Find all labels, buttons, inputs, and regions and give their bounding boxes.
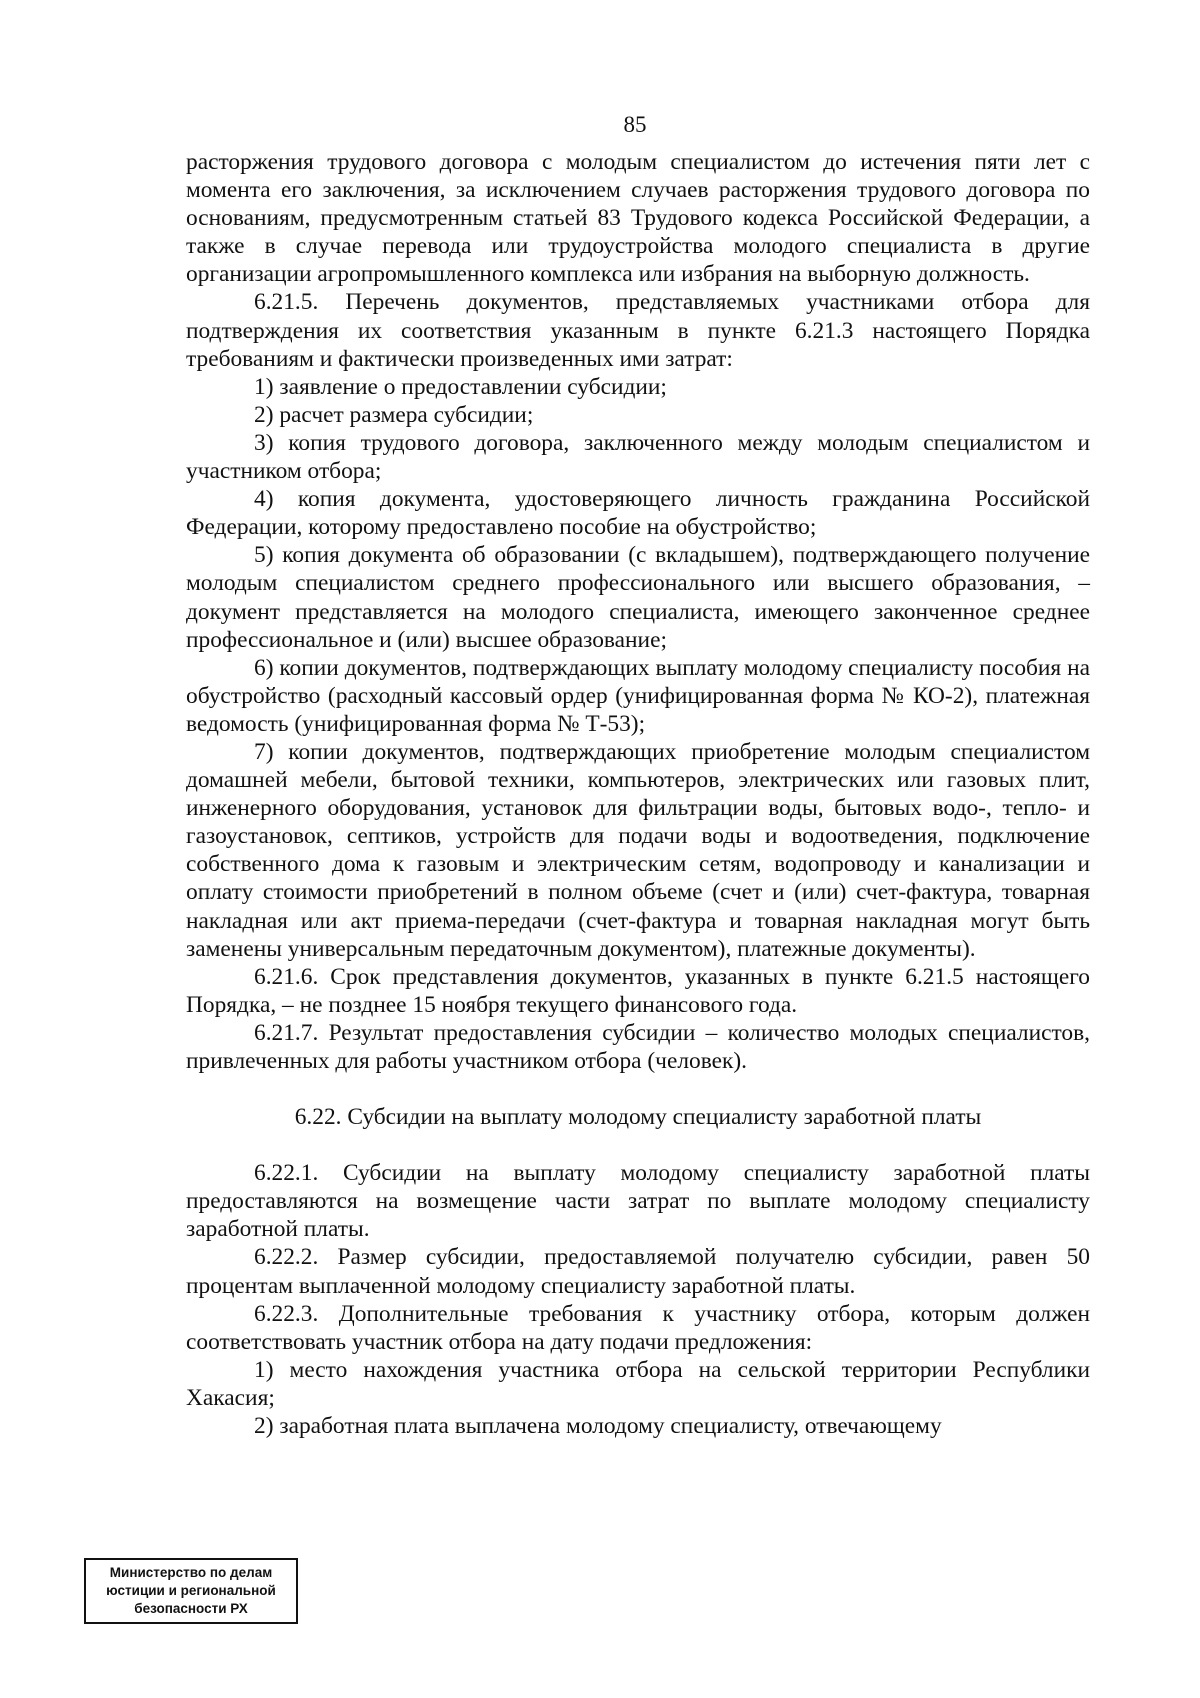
list-item: 3) копия трудового договора, заключенного между молодым специалистом и участником отбора; <box>186 429 1090 485</box>
list-item: 7) копии документов, подтверждающих приобретение молодым специалистом домашней мебели, бытовой техники, компьютеров, электрических или газовых плит, инженерного оборудования, установок для фильтрации воды, бытовых водо-, тепло- и газоустановок, септиков, устройств для подачи воды и водоотведения, подключение собственного дома к газовым и электрическим сетям, водопроводу и канализации и оплату стоимости приобретений в полном объеме (счет и (или) счет-фактура, товарная накладная или акт приема-передачи (счет-фактура и товарная накладная могут быть заменены универсальным передаточным документом), платежные документы). <box>186 738 1090 962</box>
paragraph: 6.22.3. Дополнительные требования к участнику отбора, которым должен соответствовать участник отбора на дату подачи предложения: <box>186 1300 1090 1355</box>
stamp-line: Министерство по делам <box>109 1565 273 1580</box>
paragraph: 6.22.2. Размер субсидии, предоставляемой получателю субсидии, равен 50 процентам выплаченной молодому специалисту заработной платы. <box>186 1244 1090 1299</box>
paragraph: 6.21.6. Срок представления документов, указанных в пункте 6.21.5 настоящего Порядка, – не позднее 15 ноября текущего финансового года. <box>186 963 1090 1018</box>
list-item: 2) расчет размера субсидии; <box>254 401 534 428</box>
section-heading: 6.22. Субсидии на выплату молодому специалисту заработной платы <box>294 1104 982 1131</box>
list-item: 2) заработная плата выплачена молодому специалисту, отвечающему <box>254 1413 942 1440</box>
spacer <box>186 1075 1090 1103</box>
spacer <box>186 1131 1090 1159</box>
paragraph: 6.22.1. Субсидии на выплату молодому специалисту заработной платы предоставляются на возмещение части затрат по выплате молодому специалисту заработной платы. <box>186 1160 1090 1243</box>
stamp-line: безопасности РХ <box>134 1601 248 1616</box>
paragraph: расторжения трудового договора с молодым специалистом до истечения пяти лет с момента его заключения, за исключением случаев расторжения трудового договора по основаниям, предусмотренным статьей 83 Трудового кодекса Российской Федерации, а также в случае перевода или трудоустройства молодого специалиста в другие организации агропромышленного комплекса или избрания на выборную должность. <box>186 149 1090 288</box>
list-item: 6) копии документов, подтверждающих выплату молодому специалисту пособия на обустройство (расходный кассовый ордер (унифицированная форма № КО-2), платежная ведомость (унифицированная форма № Т-53); <box>186 654 1090 737</box>
document-body <box>186 148 1090 1440</box>
paragraph: 6.21.5. Перечень документов, представляемых участниками отбора для подтверждения их соответствия указанным в пункте 6.21.3 настоящего Порядка требованиям и фактически произведенных ими затрат: <box>186 289 1090 372</box>
ministry-stamp <box>84 1558 298 1624</box>
list-item: 5) копия документа об образовании (с вкладышем), подтверждающего получение молодым специалистом среднего профессионального или высшего образования, – документ представляется на молодого специалиста, имеющего законченное среднее профессиональное и (или) высшее образование; <box>186 542 1090 653</box>
paragraph: 6.21.7. Результат предоставления субсидии – количество молодых специалистов, привлеченных для работы участником отбора (человек). <box>186 1019 1090 1074</box>
list-item: 1) заявление о предоставлении субсидии; <box>254 373 667 400</box>
page-number: 85 <box>623 112 647 137</box>
stamp-line: юстиции и региональной <box>106 1583 276 1598</box>
list-item: 4) копия документа, удостоверяющего личность гражданина Российской Федерации, которому предоставлено пособие на обустройство; <box>186 486 1090 541</box>
list-item: 1) место нахождения участника отбора на сельской территории Республики Хакасия; <box>186 1356 1090 1411</box>
